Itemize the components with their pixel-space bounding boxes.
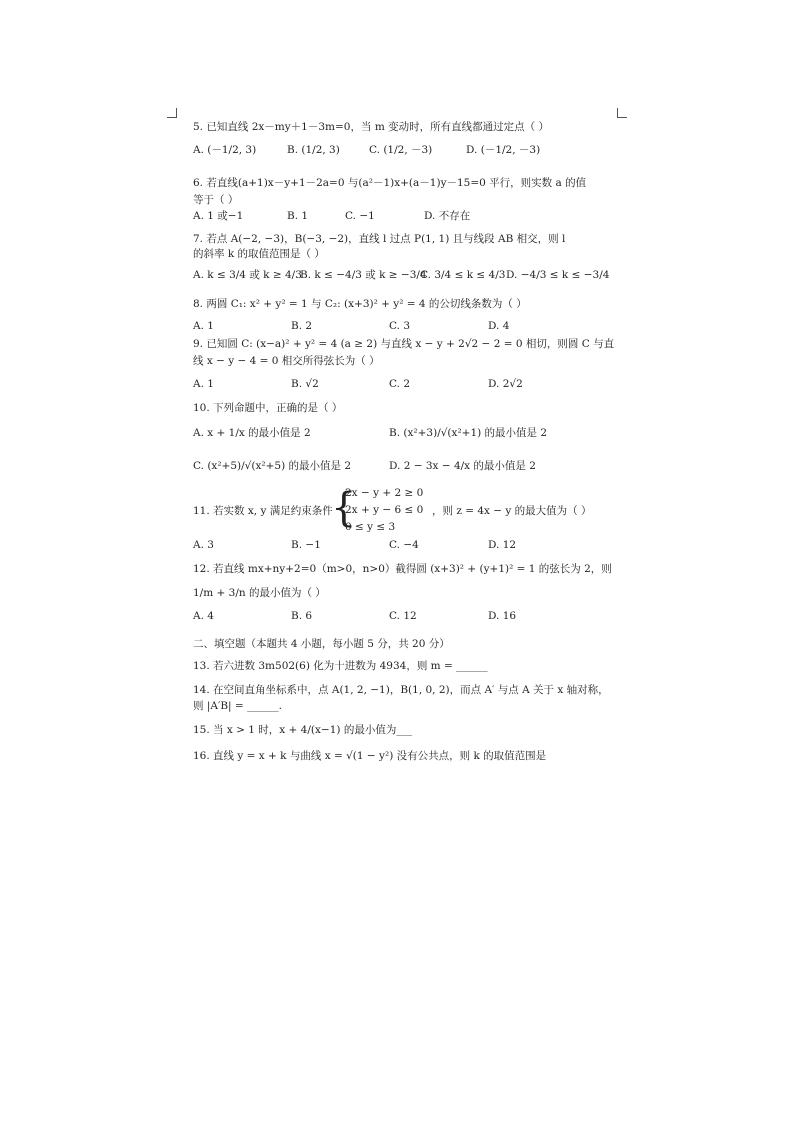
q8-option-c: C. 3 [389, 320, 411, 332]
q8-stem: 8. 两圆 C₁: x² + y² = 1 与 C₂: (x+3)² + y² = 4 的公切线条数为（ ） [193, 298, 527, 310]
q12-stem: 12. 若直线 mx+ny+2=0（m>0，n>0）截得圆 (x+3)² + (y+1)² = 1 的弦长为 2，则 [193, 563, 612, 575]
q10-option-a: A. x + 1/x 的最小值是 2 [193, 427, 311, 439]
q10-option-b: B. (x²+3)/√(x²+1) 的最小值是 2 [389, 427, 548, 439]
q7-option-b: B. k ≤ −4/3 或 k ≥ −3/4 [300, 269, 427, 281]
q9-option-b: B. √2 [291, 378, 319, 390]
q11-system-line-2: 2x + y − 6 ≤ 0 [345, 504, 424, 516]
q8-option-d: D. 4 [488, 320, 510, 332]
q11-system-line-1: 2x − y + 2 ≥ 0 [345, 487, 424, 499]
q12-option-a: A. 4 [193, 610, 214, 622]
q14-text: 14. 在空间直角坐标系中，点 A(1, 2, −1)，B(1, 0, 2)，而点 A′ 与点 A 关于 x 轴对称， [193, 684, 609, 696]
q10-option-d: D. 2 − 3x − 4/x 的最小值是 2 [389, 460, 536, 472]
q7-stem-cont: 的斜率 k 的取值范围是（ ） [193, 248, 325, 260]
q11-stem-tail: ，则 z = 4x − y 的最大值为（ ） [432, 505, 592, 517]
q5-option-a: A. (－1/2, 3) [193, 144, 257, 156]
q11-system-line-3: 0 ≤ y ≤ 3 [345, 521, 396, 533]
q16-text: 16. 直线 y = x + k 与曲线 x = √(1 − y²) 没有公共点，则 k 的取值范围是 [193, 750, 547, 762]
q12-option-c: C. 12 [389, 610, 417, 622]
q6-option-d: D. 不存在 [424, 210, 471, 222]
q8-option-a: A. 1 [193, 320, 214, 332]
q10-stem: 10. 下列命题中，正确的是（ ） [193, 402, 343, 414]
q12-option-b: B. 6 [291, 610, 313, 622]
q13-text: 13. 若六进数 3m502(6) 化为十进数为 4934，则 m = ______ [193, 660, 488, 672]
q11-brace: { [331, 485, 357, 531]
q5-option-d: D. (－1/2, －3) [466, 144, 541, 156]
q6-stem-cont: 等于（ ） [193, 194, 239, 206]
q8-option-b: B. 2 [291, 320, 313, 332]
q11-stem: 11. 若实数 x, y 满足约束条件 [193, 505, 333, 517]
q14-text-cont: 则 |A′B| = ______. [193, 700, 282, 712]
q7-stem: 7. 若点 A(−2, −3)，B(−3, −2)，直线 l 过点 P(1, 1) 且与线段 AB 相交，则 l [193, 233, 566, 245]
q7-option-a: A. k ≤ 3/4 或 k ≥ 4/3 [193, 269, 302, 281]
q11-option-a: A. 3 [193, 539, 214, 551]
q6-option-c: C. −1 [345, 210, 375, 222]
q12-option-d: D. 16 [488, 610, 517, 622]
q11-option-c: C. −4 [389, 539, 419, 551]
q9-stem-cont: 线 x − y − 4 = 0 相交所得弦长为（ ） [193, 355, 380, 367]
crop-mark-right-h [617, 117, 627, 118]
q9-option-c: C. 2 [389, 378, 411, 390]
q9-option-d: D. 2√2 [488, 378, 523, 390]
section2-heading: 二、填空题（本题共 4 小题，每小题 5 分，共 20 分） [193, 638, 450, 650]
q9-option-a: A. 1 [193, 378, 214, 390]
q5-option-b: B. (1/2, 3) [287, 144, 340, 156]
q7-option-c: C. 3/4 ≤ k ≤ 4/3 [420, 269, 506, 281]
q7-option-d: D. −4/3 ≤ k ≤ −3/4 [506, 269, 610, 281]
q5-option-c: C. (1/2, －3) [369, 144, 433, 156]
q10-option-c: C. (x²+5)/√(x²+5) 的最小值是 2 [193, 460, 352, 472]
q11-option-d: D. 12 [488, 539, 517, 551]
q9-stem: 9. 已知圆 C: (x−a)² + y² = 4 (a ≥ 2) 与直线 x − y + 2√2 − 2 = 0 相切，则圆 C 与直 [193, 338, 615, 350]
q6-option-b: B. 1 [287, 210, 309, 222]
q5-stem: 5. 已知直线 2x－my＋1－3m=0，当 m 变动时，所有直线都通过定点（ ） [193, 121, 549, 133]
q12-stem-cont: 1/m + 3/n 的最小值为（ ） [193, 587, 326, 599]
q6-option-a: A. 1 或−1 [193, 210, 244, 222]
q6-stem: 6. 若直线(a+1)x－y+1－2a=0 与(a²－1)x+(a－1)y－15=0 平行，则实数 a 的值 [193, 177, 587, 189]
q15-text: 15. 当 x > 1 时，x + 4/(x−1) 的最小值为___ [193, 724, 413, 736]
crop-mark-left-h [167, 117, 177, 118]
q11-option-b: B. −1 [291, 539, 321, 551]
